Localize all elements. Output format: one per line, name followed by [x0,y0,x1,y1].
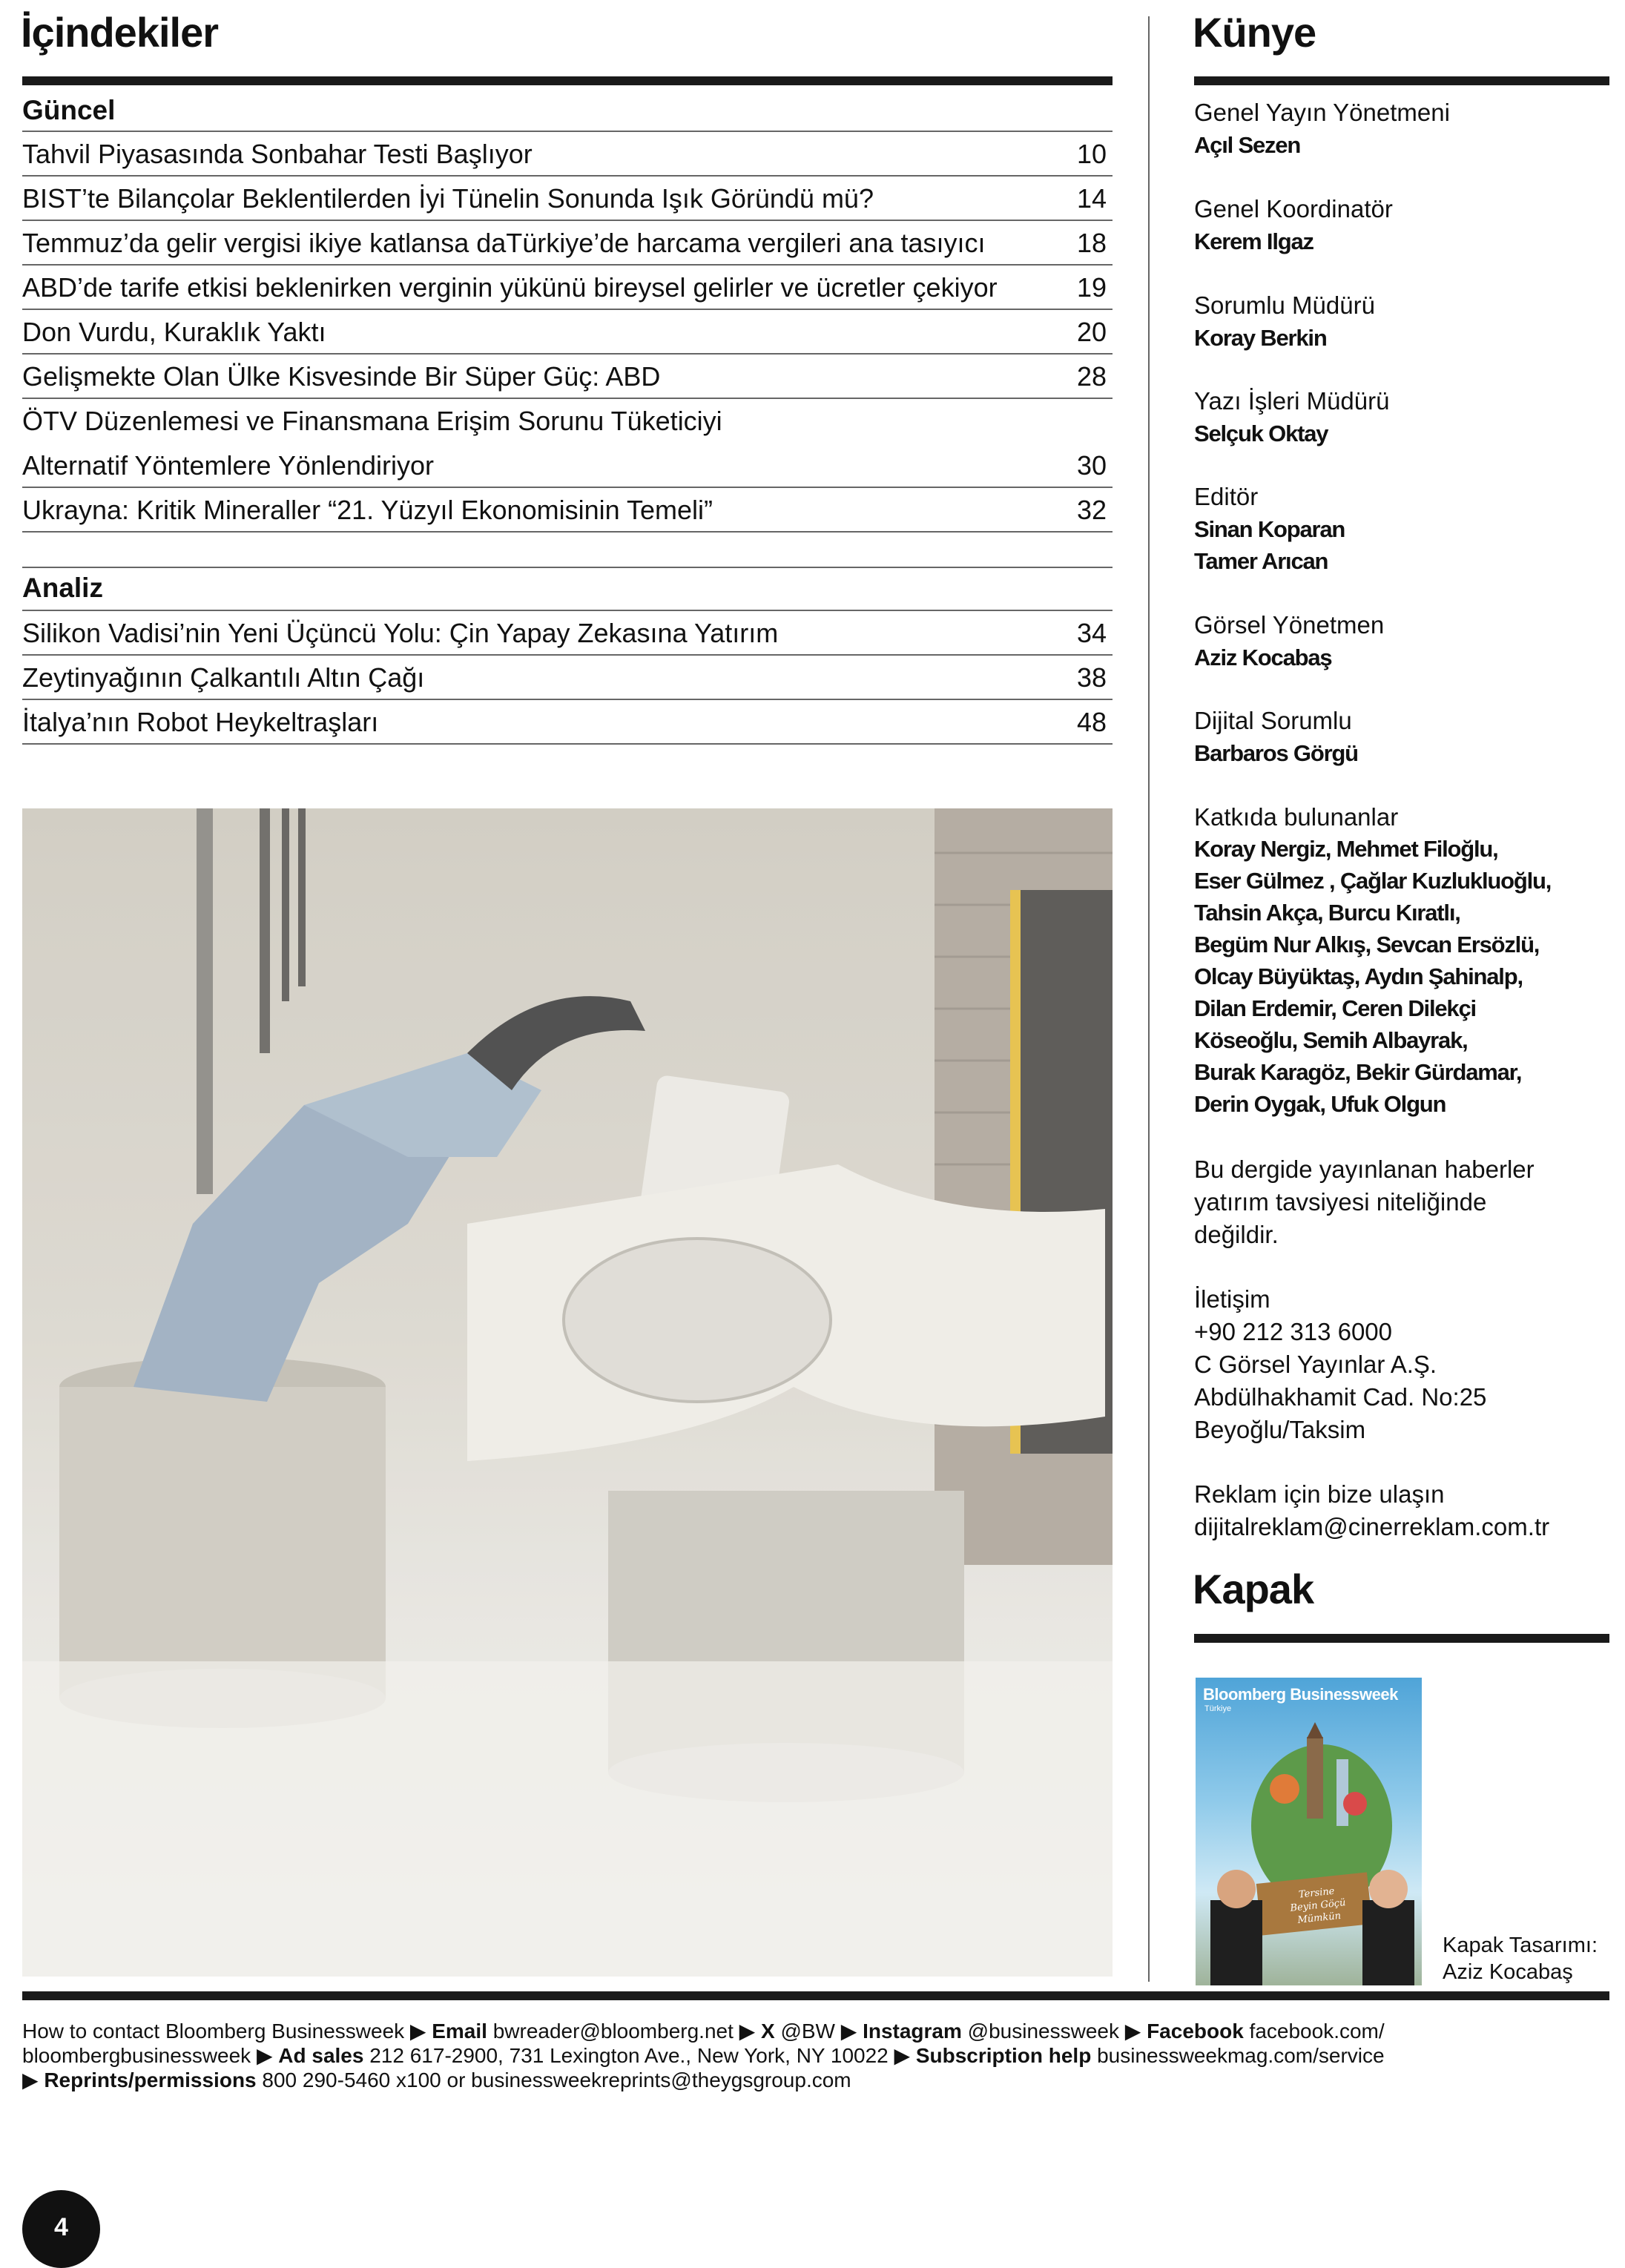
contributors-label: Katkıda bulunanlar [1194,803,1399,831]
kapak-title: Kapak [1193,1566,1314,1612]
role-name: Aziz Kocabaş [1194,645,1332,670]
toc-title: İçindekiler [21,9,219,56]
cover-thumbnail[interactable] [1196,1678,1422,1985]
photo-illustration [22,808,1113,1977]
kapak-title-rule [1194,1634,1609,1643]
page-ref: 20 [1076,317,1107,347]
role-label: Editör [1194,483,1259,510]
contributors-line: Begüm Nur Alkış, Sevcan Ersözlü, [1194,932,1540,957]
section-heading-analiz: Analiz [22,573,103,603]
role-name: Sinan Koparan [1194,516,1345,542]
facebook-link-a[interactable]: facebook.com/ [1243,2020,1385,2043]
section-heading-guncel: Güncel [22,95,116,125]
cover-magazine-sub: Türkiye [1204,1704,1232,1713]
cover-magazine-name: Bloomberg Businessweek [1203,1685,1398,1704]
page-ref: 18 [1076,228,1107,258]
page-ref: 32 [1076,495,1107,525]
footer-rule [22,1991,1609,2000]
toc-entry[interactable]: Silikon Vadisi’nin Yeni Üçüncü Yolu: Çin Yapay Zekasına Yatırım 34 [22,611,1113,656]
role-label: Sorumlu Müdürü [1194,291,1375,319]
reprints-link[interactable]: 800 290-5460 x100 or businessweekreprints@theygsgroup.com [256,2068,851,2091]
footer-line-2: bloombergbusinessweek ▶ Ad sales 212 617-2900, 731 Lexington Ave., New York, NY 10022 ▶ Subscription help businessweekmag.com/service [22,2044,1385,2067]
toc-entry[interactable]: Tahvil Piyasasında Sonbahar Testi Başlıyor 10 [22,132,1113,177]
toc-entry[interactable]: İtalya’nın Robot Heykeltraşları 48 [22,700,1113,745]
role-label: Görsel Yönetmen [1194,611,1385,639]
role-name: Kerem Ilgaz [1194,228,1313,254]
cover-headline: Tersine Beyin Göçü Mümkün [1289,1885,1347,1926]
disclaimer-line: yatırım tavsiyesi niteliğinde [1194,1188,1487,1216]
cover-illustration [1196,1678,1422,1985]
role-label: Genel Yayın Yönetmeni [1194,99,1450,126]
disclaimer-line: Bu dergide yayınlanan haberler [1194,1156,1535,1183]
kunye-title: Künye [1193,9,1316,56]
role-name: Koray Berkin [1194,325,1327,351]
role-name: Tamer Arıcan [1194,548,1328,574]
cover-caption: Kapak Tasarımı: Aziz Kocabaş [1443,1934,1598,1984]
page-ref: 14 [1076,183,1107,214]
page-ref: 28 [1076,361,1107,392]
role-name: Barbaros Görgü [1194,740,1358,766]
contributors-line: Köseoğlu, Semih Albayrak, [1194,1027,1468,1053]
toc-entry[interactable]: ABD’de tarife etkisi beklenirken verginin yükünü bireysel gelirler ve ücretler çekiyor 19 [22,266,1113,310]
footer-line-1: How to contact Bloomberg Businessweek ▶ Email bwreader@bloomberg.net ▶ X @BW ▶ Instagram @businessweek ▶ Facebook facebook.com/ [22,2020,1385,2043]
contact-address: Abdülhakhamit Cad. No:25 [1194,1383,1487,1411]
toc-title-rule [22,76,1113,85]
contact-phone[interactable]: +90 212 313 6000 [1194,1318,1393,1345]
role-name: Selçuk Oktay [1194,421,1328,446]
contact-district: Beyoğlu/Taksim [1194,1416,1366,1443]
role-label: Genel Koordinatör [1194,195,1393,222]
instagram-link[interactable]: @businessweek ▶ [961,2020,1147,2043]
page-ref: 10 [1076,139,1107,169]
contributors-line: Burak Karagöz, Bekir Gürdamar, [1194,1059,1522,1085]
toc-entry[interactable]: Gelişmekte Olan Ülke Kisvesinde Bir Süper Güç: ABD 28 [22,355,1113,399]
role-label: Dijital Sorumlu [1194,707,1352,734]
toc-entry[interactable]: Ukrayna: Kritik Mineraller “21. Yüzyıl Ekonomisinin Temeli” 32 [22,488,1113,533]
contact-company: C Görsel Yayınlar A.Ş. [1194,1351,1437,1378]
toc-entry[interactable]: Alternatif Yöntemlere Yönlendiriyor 30 [22,444,1113,488]
ads-heading: Reklam için bize ulaşın [1194,1480,1445,1508]
contributors-line: Olcay Büyüktaş, Aydın Şahinalp, [1194,963,1523,989]
role-name: Açıl Sezen [1194,132,1301,158]
contributors-line: Koray Nergiz, Mehmet Filoğlu, [1194,836,1498,862]
toc-entry[interactable]: Don Vurdu, Kuraklık Yaktı 20 [22,310,1113,355]
column-divider [1148,16,1150,1982]
contributors-line: Tahsin Akça, Burcu Kıratlı, [1194,900,1460,926]
contributors-line: Eser Gülmez , Çağlar Kuzlukluoğlu, [1194,868,1552,894]
page-ref: 34 [1076,618,1107,648]
page-ref: 38 [1076,662,1107,693]
page-number-badge: 4 [22,2190,100,2268]
toc-entry[interactable]: Zeytinyağının Çalkantılı Altın Çağı 38 [22,656,1113,700]
robot-sculptor-photo [22,808,1113,1977]
disclaimer-line: değildir. [1194,1221,1279,1248]
toc-entry[interactable]: BIST’te Bilançolar Beklentilerden İyi Tünelin Sonunda Işık Göründü mü? 14 [22,177,1113,221]
page-ref: 48 [1076,707,1107,737]
toc-entry[interactable]: Temmuz’da gelir vergisi ikiye katlansa daTürkiye’de harcama vergileri ana tasıyıcı 18 [22,221,1113,266]
contributors-line: Dilan Erdemir, Ceren Dilekçi [1194,995,1476,1021]
footer-line-3: ▶ Reprints/permissions 800 290-5460 x100 or businessweekreprints@theygsgroup.com [22,2068,851,2091]
subscription-link[interactable]: businessweekmag.com/service [1091,2044,1385,2067]
ads-email-link[interactable]: dijitalreklam@cinerreklam.com.tr [1194,1513,1550,1540]
contact-heading: İletişim [1194,1285,1270,1313]
page-ref: 19 [1076,272,1107,303]
x-link[interactable]: @BW ▶ [774,2020,863,2043]
toc-entry[interactable]: ÖTV Düzenlemesi ve Finansmana Erişim Sorunu Tüketiciyi [22,406,722,436]
facebook-link-b[interactable]: bloombergbusinessweek ▶ [22,2044,279,2067]
page-ref: 30 [1076,450,1107,481]
kunye-title-rule [1194,76,1609,85]
role-label: Yazı İşleri Müdürü [1194,387,1390,415]
contributors-line: Derin Oygak, Ufuk Olgun [1194,1091,1446,1117]
email-link[interactable]: bwreader@bloomberg.net ▶ [487,2020,756,2043]
